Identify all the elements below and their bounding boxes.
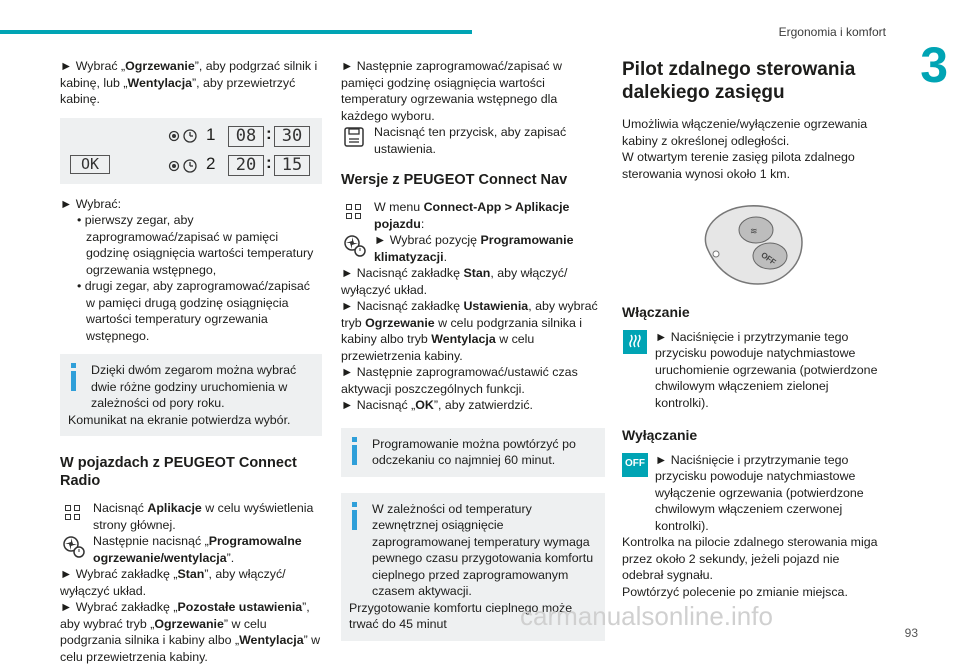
program-text: ► Następnie zaprogramować/zapisać w pamięci godzinę osiągnięcia wartości temperatury ogrzewania wstępnego dla każdego wyboru. (341, 59, 562, 123)
nav-time-step: ► Następnie zaprogramować/ustawić czas aktywacji poszczególnych funkcji. (341, 365, 578, 396)
nav-programming-step: ► Wybrać pozycję Programowanie klimatyzacji. (374, 233, 574, 264)
apps-grid-icon (60, 500, 86, 526)
apps-grid-icon (341, 199, 367, 225)
section-heading: W pojazdach z PEUGEOT Connect Radio (60, 455, 297, 489)
remote-range: W otwartym terenie zasięg pilota zdalnego sterowania wynosi około 1 km. (622, 150, 855, 181)
off-text-3: Powtórzyć polecenie po zmianie miejsca. (622, 584, 848, 599)
step-programming: Następnie nacisnąć „Programowalne ogrzewanie/wentylacja”. (93, 534, 302, 565)
page-number: 93 (904, 626, 918, 640)
timer-2-hours: 20 (228, 155, 264, 176)
nav-menu-step: W menu Connect-App > Aplikacje pojazdu: (374, 200, 570, 231)
header-accent-bar (0, 30, 472, 34)
step-apps: Nacisnąć Aplikacje w celu wyświetlenia strony głównej. (93, 501, 314, 532)
intro-paragraph: ► Wybrać „Ogrzewanie”, aby podgrzać silnik i kabinę, lub „Wentylacja”, aby przewietrzyć kabinę. (60, 59, 318, 106)
timer-2-minutes: 15 (274, 155, 310, 176)
info-icon (345, 437, 367, 467)
section-title: Ergonomia i komfort (778, 25, 886, 39)
timer-1-hours: 08 (228, 126, 264, 147)
column-3 (622, 58, 884, 600)
nav-status-step: ► Nacisnąć zakładkę Stan, aby włączyć/ wyłączyć układ. (341, 266, 568, 297)
info-note: Dzięki dwóm zegarom można wybrać dwie różne godziny uruchomienia w zależności od pory roku. Komunikat na ekranie potwierdza wybór. (60, 354, 322, 436)
timer-1-minutes: 30 (274, 126, 310, 147)
bullet-2: • drugi zegar, aby zaprogramować/zapisać w pamięci drugą godzinę osiągnięcia wartości temperatury ogrzewania wstępnego. (77, 279, 310, 343)
watermark: carmanualsonline.info (520, 601, 773, 631)
column-1 (60, 58, 322, 665)
timer-1-number: 1 (206, 124, 216, 144)
save-text: Nacisnąć ten przycisk, aby zapisać ustawienia. (374, 125, 567, 156)
page-title: Pilot zdalnego sterowania dalekiego zasięgu (622, 59, 856, 103)
ok-label: OK (70, 155, 110, 174)
timer-2-number: 2 (206, 153, 216, 173)
info-note: W zależności od temperatury zewnętrznej osiągnięcie zaprogramowanej temperatury wymaga pewnego czasu przygotowania komfortu cieplnego przed zaprogramowanym czasem aktywacji. Przygotowanie komfortu cieplnego może trwać do 45 minut (341, 493, 605, 641)
on-text: ► Naciśnięcie i przytrzymanie tego przycisku powoduje natychmiastowe uruchomienie ogrzewania (potwierdzone chwilowym włączeniem zielonej kontrolki). (655, 329, 878, 410)
step-settings: ► Wybrać zakładkę „Pozostałe ustawienia”, aby wybrać tryb „Ogrzewanie” w celu podgrzania silnika i kabiny albo „Wentylacja” w celu przewietrzenia kabiny. (60, 600, 321, 664)
column-2 (341, 58, 605, 657)
fan-clock-icon (60, 533, 86, 559)
info-icon (64, 363, 86, 393)
nav-ok-step: ► Nacisnąć „OK”, aby zatwierdzić. (341, 398, 533, 412)
timer-display-illustration: 1 08 : 30 OK 2 20 : 15 (60, 118, 322, 184)
chapter-number: 3 (920, 37, 948, 93)
choose-text: ► Wybrać: (60, 196, 122, 211)
section-heading: Wersje z PEUGEOT Connect Nav (341, 172, 568, 188)
off-button-icon: OFF (622, 452, 648, 478)
fan-clock-icon (341, 232, 367, 258)
remote-intro: Umożliwia włączenie/wyłączenie ogrzewania kabiny z określonej odległości. (622, 117, 868, 148)
on-heading: Włączanie (622, 304, 690, 320)
bullet-1: • pierwszy zegar, aby zaprogramować/zapisać w pamięci godzinę osiągnięcia wartości temperatury ogrzewania wstępnego, (77, 213, 314, 277)
save-icon (341, 124, 367, 150)
step-status: ► Wybrać zakładkę „Stan”, aby włączyć/ wyłączyć układ. (60, 567, 286, 598)
remote-control-illustration (698, 200, 808, 290)
off-text-2: Kontrolka na pilocie zdalnego sterowania miga przez około 2 sekundy, jeżeli pojazd nie odebrał sygnału. (622, 535, 878, 582)
off-text: ► Naciśnięcie i przytrzymanie tego przycisku powoduje natychmiastowe wyłączenie ogrzewania (potwierdzone chwilowym włączeniem czerwonej kontrolki). (655, 452, 864, 533)
heating-on-icon (622, 329, 648, 355)
svg-text:≋: ≋ (750, 227, 758, 237)
info-icon (345, 502, 367, 532)
remote-off-label: OFF (759, 250, 778, 267)
nav-settings-step: ► Nacisnąć zakładkę Ustawienia, aby wybrać tryb Ogrzewanie w celu podgrzania silnika i kabiny albo tryb Wentylacja w celu przewietrzenia kabiny. (341, 299, 598, 363)
off-heading: Wyłączanie (622, 427, 698, 443)
info-note: Programowanie można powtórzyć po odczekaniu co najmniej 60 minut. (341, 428, 605, 477)
